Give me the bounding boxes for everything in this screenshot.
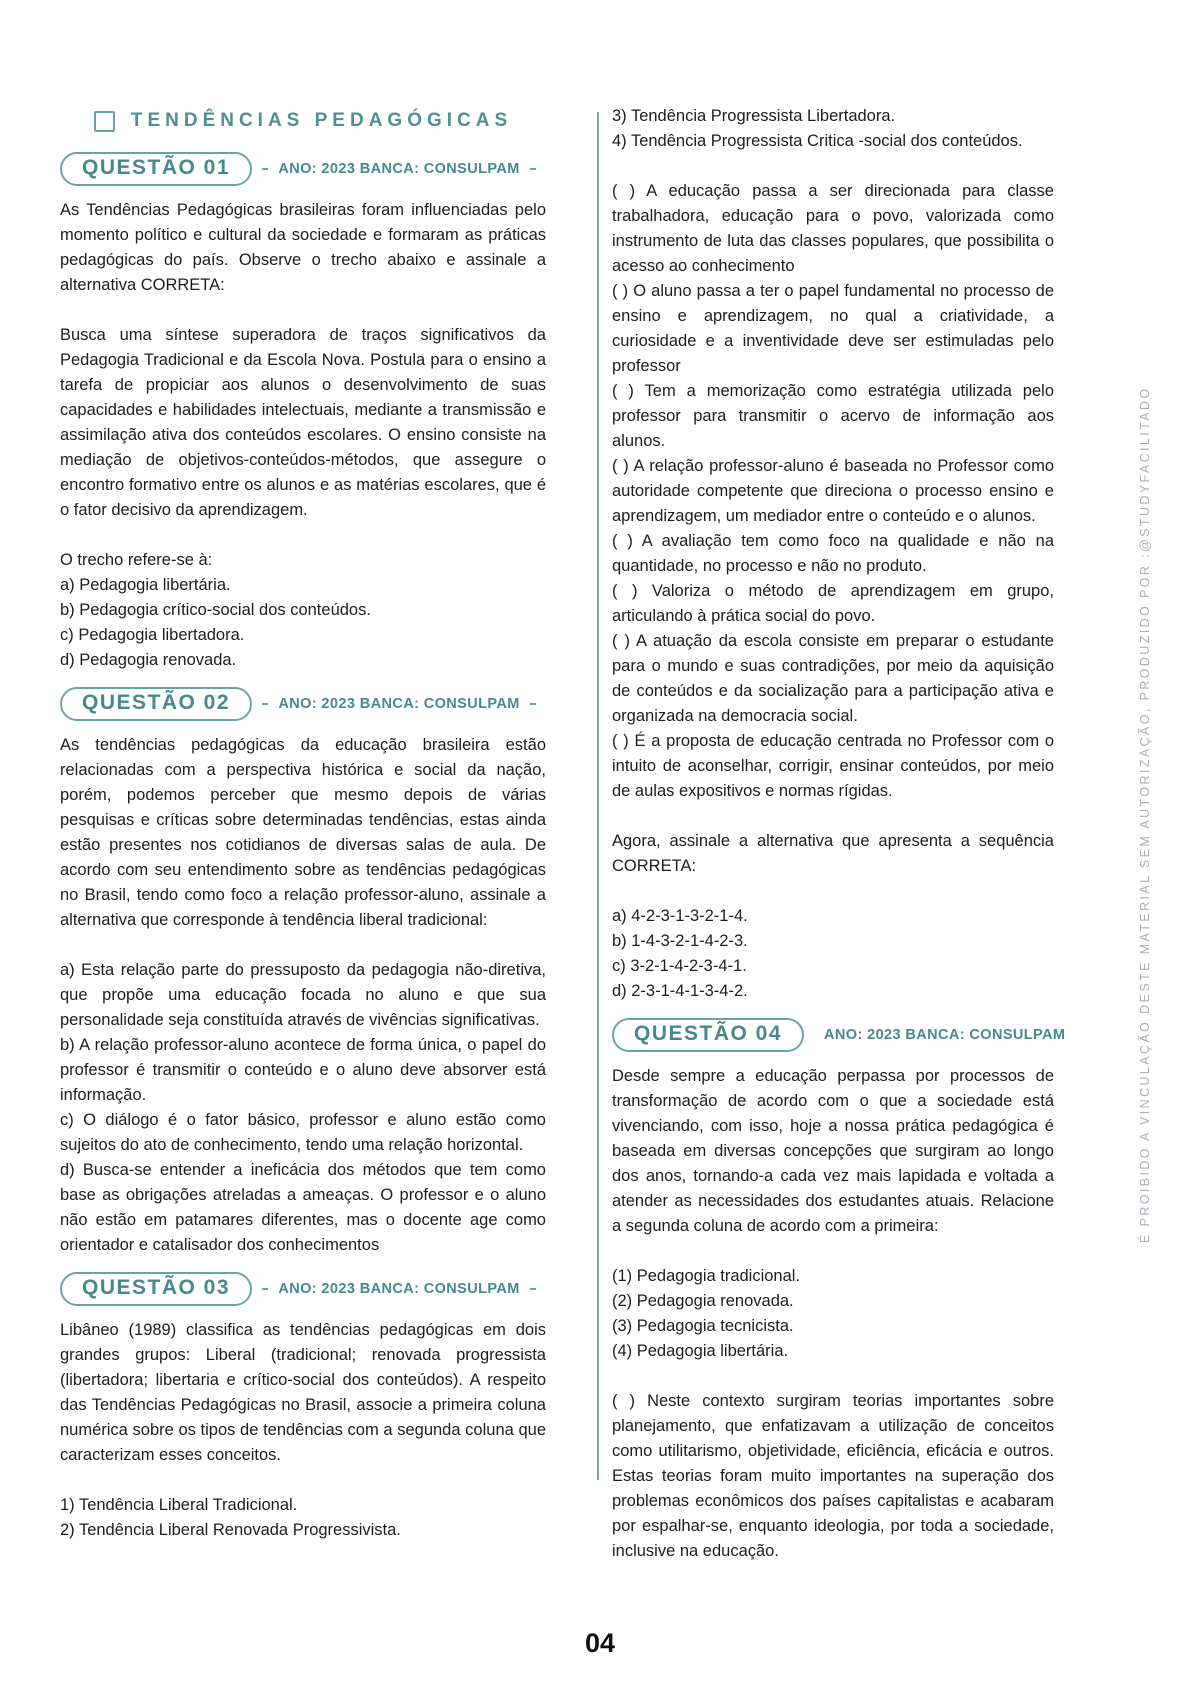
question-02-badge: QUESTÃO 02 xyxy=(60,687,252,721)
slot-item: ( ) O aluno passa a ter o papel fundamental no processo de ensino e aprendizagem, no qual a criatividade, a curiosidade e a inventividade deve ser estimuladas pelo professor xyxy=(612,282,1054,375)
option-q1-d: d) Pedagogia renovada. xyxy=(60,651,237,669)
question-02-header xyxy=(60,687,546,721)
question-04-meta: ANO: 2023 BANCA: CONSULPAM xyxy=(824,1027,1066,1043)
header-rule xyxy=(530,168,536,170)
column-divider xyxy=(597,112,599,1480)
question-02-options xyxy=(60,958,546,1258)
header-rule xyxy=(262,703,268,705)
question-04-intro: Desde sempre a educação perpassa por processos de transformação de acordo com o que a sociedade está vivenciando, com isso, hoje a nossa prática pedagógica é baseada em diversas concepções que surgiram ao longo dos anos, tornando-a cada vez mais lapidada e voltada a atender as necessidades dos estudantes atuais. Relacione a segunda coluna de acordo com a primeira: xyxy=(612,1067,1054,1235)
question-01-intro: As Tendências Pedagógicas brasileiras foram influenciadas pelo momento político e cultural da sociedade e formaram as práticas pedagógicas do país. Observe o trecho abaixo e assinale a alternativa CORRETA: xyxy=(60,201,546,294)
question-03-options xyxy=(612,904,1054,1004)
question-01-options xyxy=(60,573,546,673)
question-03-numbered-list-left xyxy=(60,1493,546,1543)
numbered-item-3: (3) Pedagogia tecnicista. xyxy=(612,1317,794,1335)
left-column xyxy=(60,108,546,1543)
option-q2-d: d) Busca-se entender a ineficácia dos métodos que tem como base as obrigações atreladas a ameaças. O professor e o aluno não estão em patamares diferentes, mas o docente age como orientador e catalisador dos conhecimentos xyxy=(60,1161,546,1254)
option-q1-c: c) Pedagogia libertadora. xyxy=(60,626,245,644)
numbered-item-3: 3) Tendência Progressista Libertadora. xyxy=(612,107,896,125)
question-03-badge: QUESTÃO 03 xyxy=(60,1272,252,1306)
watermark-credit: É PROIBIDO A VINCULAÇÃO DESTE MATERIAL SEM AUTORIZAÇÃO, PRODUZIDO POR :@STUDYFACILITADO xyxy=(1138,386,1152,1244)
right-column xyxy=(612,104,1066,1589)
numbered-item-2: 2) Tendência Liberal Renovada Progressivista. xyxy=(60,1521,401,1539)
question-03-meta: ANO: 2023 BANCA: CONSULPAM xyxy=(278,1281,520,1297)
option-q1-b: b) Pedagogia crítico-social dos conteúdos. xyxy=(60,601,371,619)
question-01-meta: ANO: 2023 BANCA: CONSULPAM xyxy=(278,161,520,177)
question-03-numbered-list-right xyxy=(612,104,1054,154)
page-number: 04 xyxy=(584,1628,616,1658)
numbered-item-4: (4) Pedagogia libertária. xyxy=(612,1342,789,1360)
numbered-item-4: 4) Tendência Progressista Critica -social dos conteúdos. xyxy=(612,132,1023,150)
header-rule xyxy=(262,1288,268,1290)
numbered-item-1: 1) Tendência Liberal Tradicional. xyxy=(60,1496,298,1514)
question-03-header xyxy=(60,1272,546,1306)
question-01-prompt: O trecho refere-se à: xyxy=(60,551,213,569)
option-q1-a: a) Pedagogia libertária. xyxy=(60,576,231,594)
numbered-item-2: (2) Pedagogia renovada. xyxy=(612,1292,794,1310)
slot-item: ( ) É a proposta de educação centrada no Professor com o intuito de aconselhar, corrigir, ensinar conteúdos, por meio de aulas expositivos e normas rígidas. xyxy=(612,732,1054,800)
section-title: TENDÊNCIAS PEDAGÓGICAS xyxy=(130,110,513,131)
question-03-slot-list xyxy=(612,179,1054,804)
slot-item: ( ) Tem a memorização como estratégia utilizada pelo professor para transmitir o acervo de informação aos alunos. xyxy=(612,382,1054,450)
question-02-meta: ANO: 2023 BANCA: CONSULPAM xyxy=(278,696,520,712)
question-03-intro: Libâneo (1989) classifica as tendências pedagógicas em dois grandes grupos: Liberal (tradicional; renovada progressista (libertadora; libertaria e crítico-social dos conteúdos). A respeito das Tendências Pedagógicas no Brasil, associe a primeira coluna numérica sobre os tipos de tendências com a segunda coluna que caracterizam esses conceitos. xyxy=(60,1321,546,1464)
question-04-badge: QUESTÃO 04 xyxy=(612,1018,804,1052)
question-03-closing: Agora, assinale a alternativa que apresenta a sequência CORRETA: xyxy=(612,832,1054,875)
option-q2-b: b) A relação professor-aluno acontece de forma única, o papel do professor é transmitir o conteúdo e o aluno deve absorver está informação. xyxy=(60,1036,546,1104)
option-q2-a: a) Esta relação parte do pressuposto da pedagogia não-diretiva, que propõe uma educação focada no aluno e que sua personalidade seja constituída através de vivências significativas. xyxy=(60,961,546,1029)
question-04-numbered-list xyxy=(612,1264,1054,1364)
question-02-intro: As tendências pedagógicas da educação brasileira estão relacionadas com a perspectiva histórica e social da nação, porém, podemos perceber que mesmo depois de várias pesquisas e críticas sobre determinadas tendências, estas ainda estão presentes nos cotidianos de diversas salas de aula. De acordo com seu entendimento sobre as tendências pedagógicas no Brasil, tendo como foco a relação professor-aluno, assinale a alternativa que corresponde à tendência liberal tradicional: xyxy=(60,736,546,929)
slot-item: ( ) A relação professor-aluno é baseada no Professor como autoridade competente que direciona o processo ensino e aprendizagem, um mediador entre o conteúdo e o alunos. xyxy=(612,457,1054,525)
option-q3-b: b) 1-4-3-2-1-4-2-3. xyxy=(612,932,748,950)
header-rule xyxy=(530,703,536,705)
option-q2-c: c) O diálogo é o fator básico, professor e aluno estão como sujeitos do ato de conhecimento, tendo uma relação horizontal. xyxy=(60,1111,546,1154)
header-rule xyxy=(530,1288,536,1290)
slot-item: ( ) A atuação da escola consiste em preparar o estudante para o mundo e suas contradições, por meio da aquisição de conteúdos e da socialização para a participação ativa e organizada na democracia social. xyxy=(612,632,1054,725)
option-q3-a: a) 4-2-3-1-3-2-1-4. xyxy=(612,907,748,925)
numbered-item-1: (1) Pedagogia tradicional. xyxy=(612,1267,801,1285)
question-01-header xyxy=(60,152,546,186)
slot-item: ( ) Valoriza o método de aprendizagem em grupo, articulando à prática social do povo. xyxy=(612,582,1054,625)
section-title-row xyxy=(60,110,546,132)
option-q3-c: c) 3-2-1-4-2-3-4-1. xyxy=(612,957,747,975)
question-01-quote: Busca uma síntese superadora de traços significativos da Pedagogia Tradicional e da Escola Nova. Postula para o ensino a tarefa de propiciar aos alunos o desenvolvimento de suas capacidades e habilidades intelectuais, mediante a transmissão e assimilação ativa dos conteúdos escolares. O ensino consiste na mediação de objetivos-conteúdos-métodos, que assegure o encontro formativo entre os alunos e as matérias escolares, que é o fator decisivo da aprendizagem. xyxy=(60,326,546,519)
question-04-header xyxy=(612,1018,1066,1052)
slot-item: ( ) A educação passa a ser direcionada para classe trabalhadora, educação para o povo, valorizada como instrumento de luta das classes populares, que possibilita o acesso ao conhecimento xyxy=(612,182,1054,275)
checkbox-square-icon xyxy=(94,111,115,132)
option-q3-d: d) 2-3-1-4-1-3-4-2. xyxy=(612,982,748,1000)
question-01-badge: QUESTÃO 01 xyxy=(60,152,252,186)
slot-item: ( ) A avaliação tem como foco na qualidade e não na quantidade, no processo e não no produto. xyxy=(612,532,1054,575)
header-rule xyxy=(262,168,268,170)
question-04-slot: ( ) Neste contexto surgiram teorias importantes sobre planejamento, que enfatizavam a utilização de conceitos como utilitarismo, objetividade, eficiência, eficácia e outros. Estas teorias foram muito importantes na superação dos problemas econômicos dos países capitalistas e acabaram por espalhar-se, enquanto ideologia, por toda a sociedade, inclusive na educação. xyxy=(612,1392,1054,1560)
